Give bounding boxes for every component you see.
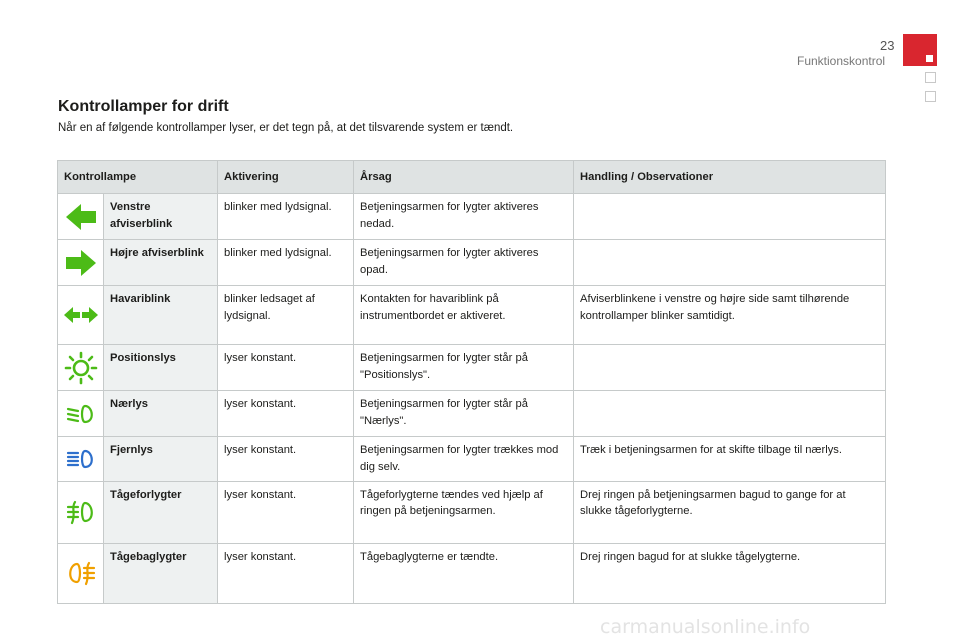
column-header: Årsag	[354, 161, 574, 194]
table-row	[58, 543, 886, 603]
high-beam-icon	[65, 448, 97, 470]
lamp-cause: Betjeningsarmen for lygter står på "Nærlys".	[354, 391, 574, 437]
rear-fog-icon	[65, 560, 97, 586]
lamp-action: Drej ringen på betjeningsarmen bagud to gange for at slukke tågeforlygterne.	[574, 481, 886, 543]
table-row	[58, 240, 886, 286]
low-beam-icon	[65, 403, 97, 425]
lamp-cause: Betjeningsarmen for lygter står på "Positionslys".	[354, 345, 574, 391]
lamp-cause: Betjeningsarmen for lygter aktiveres nedad.	[354, 194, 574, 240]
lamp-action	[574, 194, 886, 240]
lamp-name: Nærlys	[104, 391, 218, 437]
lamp-name: Havariblink	[104, 286, 218, 345]
section-marker	[925, 72, 936, 83]
section-name: Funktionskontrol	[797, 54, 886, 68]
lamp-activation: lyser konstant.	[218, 481, 354, 543]
lamp-activation: lyser konstant.	[218, 543, 354, 603]
lamp-name: Tågebaglygter	[104, 543, 218, 603]
lamp-action: Træk i betjeningsarmen for at skifte tilbage til nærlys.	[574, 437, 886, 482]
lamp-action	[574, 345, 886, 391]
page-title: Kontrollamper for drift	[58, 98, 229, 115]
column-header: Aktivering	[218, 161, 354, 194]
section-marker	[925, 91, 936, 102]
table-row	[58, 194, 886, 240]
lamp-activation: blinker ledsaget af lydsignal.	[218, 286, 354, 345]
column-header: Handling / Observationer	[574, 161, 886, 194]
lamp-cause: Kontakten for havariblink på instrumentbordet er aktiveret.	[354, 286, 574, 345]
table-row	[58, 345, 886, 391]
lamp-name: Positionslys	[104, 345, 218, 391]
lamp-name: Venstre afviserblink	[104, 194, 218, 240]
lamp-name: Højre afviserblink	[104, 240, 218, 286]
lamp-activation: lyser konstant.	[218, 391, 354, 437]
table-row	[58, 286, 886, 345]
section-tab	[903, 34, 937, 66]
tab-dot	[926, 55, 933, 62]
table-row	[58, 481, 886, 543]
left-arrow-icon	[64, 202, 98, 232]
hazard-arrows-icon	[63, 305, 99, 325]
lamp-activation: blinker med lydsignal.	[218, 240, 354, 286]
lamp-action	[574, 391, 886, 437]
lamp-action: Drej ringen bagud for at slukke tågelygterne.	[574, 543, 886, 603]
page-number: 23	[880, 38, 895, 53]
lamp-action	[574, 240, 886, 286]
lamp-cause: Tågebaglygterne er tændte.	[354, 543, 574, 603]
lamp-activation: lyser konstant.	[218, 437, 354, 482]
lamp-name: Tågeforlygter	[104, 481, 218, 543]
column-header: Kontrollampe	[58, 161, 218, 194]
position-lights-icon	[64, 351, 98, 385]
lamp-cause: Betjeningsarmen for lygter trækkes mod dig selv.	[354, 437, 574, 482]
table-header-row	[58, 161, 886, 194]
table-row	[58, 391, 886, 437]
warning-lamps-table	[57, 160, 886, 604]
lamp-name: Fjernlys	[104, 437, 218, 482]
lamp-cause: Betjeningsarmen for lygter aktiveres opad.	[354, 240, 574, 286]
lamp-activation: lyser konstant.	[218, 345, 354, 391]
lamp-activation: blinker med lydsignal.	[218, 194, 354, 240]
table-row	[58, 437, 886, 482]
intro-text: Når en af følgende kontrollamper lyser, er det tegn på, at det tilsvarende system er tændt.	[58, 122, 514, 134]
lamp-action: Afviserblinkene i venstre og højre side samt tilhørende kontrollamper blinker samtidigt.	[574, 286, 886, 345]
front-fog-icon	[65, 499, 97, 525]
watermark: carmanualsonline.info	[600, 616, 811, 638]
right-arrow-icon	[64, 248, 98, 278]
lamp-cause: Tågeforlygterne tændes ved hjælp af ringen på betjeningsarmen.	[354, 481, 574, 543]
